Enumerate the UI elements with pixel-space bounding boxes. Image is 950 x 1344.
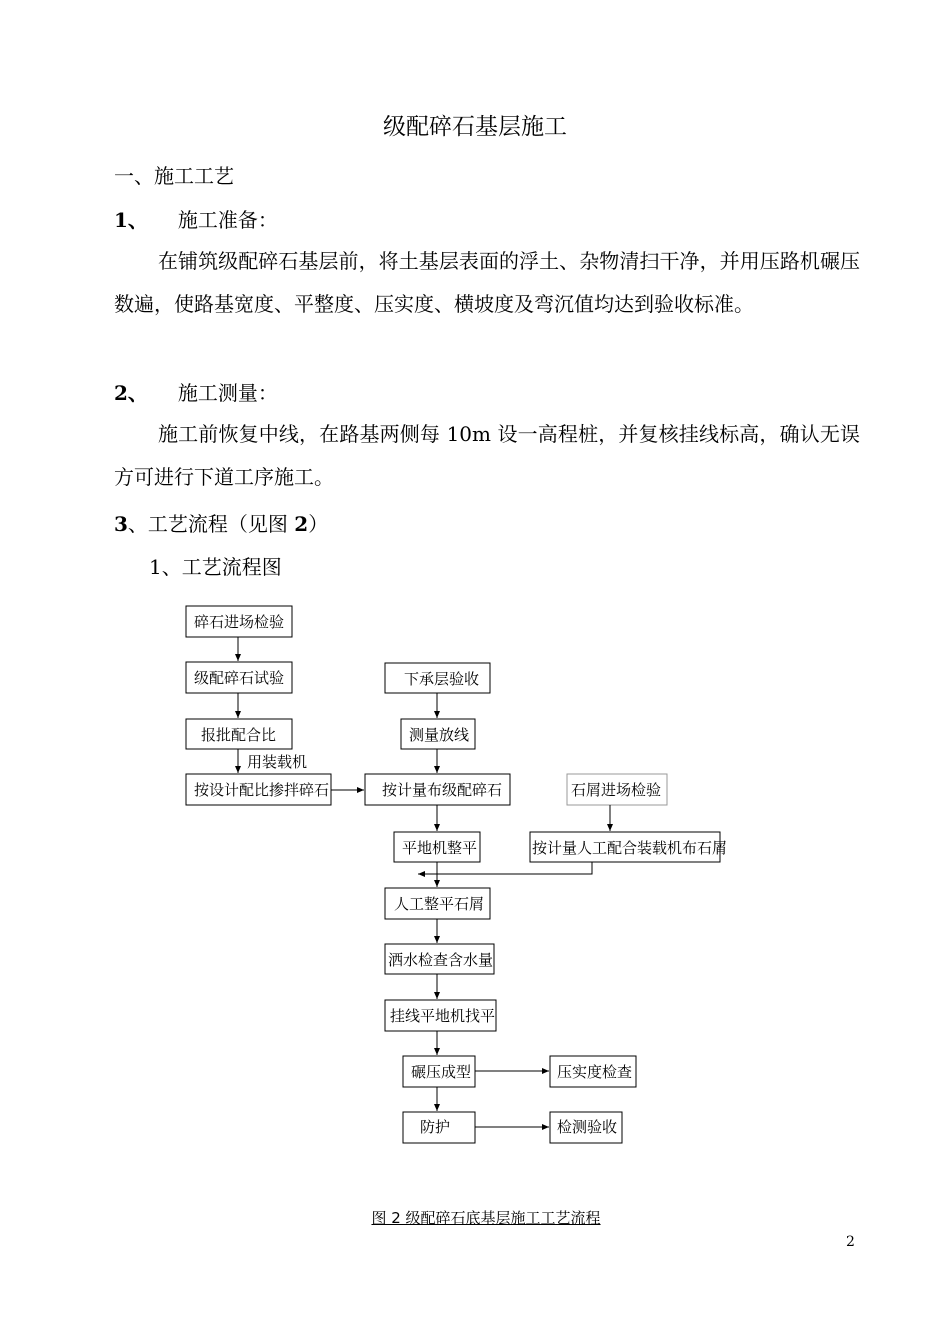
label-niangya: 碾压成型 bbox=[411, 1063, 472, 1081]
label-baopi: 报批配合比 bbox=[201, 726, 277, 744]
label-anjisheji: 按设计配比掺拌碎石 bbox=[194, 781, 330, 799]
label-rengong-zhengping: 人工整平石屑 bbox=[394, 895, 485, 913]
item-3-number: 3 bbox=[114, 512, 128, 536]
section-heading: 一、施工工艺 bbox=[114, 164, 234, 188]
label-jipei-shiyan: 级配碎石试验 bbox=[194, 669, 285, 687]
item-1-number: 1、 bbox=[114, 208, 148, 232]
item-2-title: 施工测量： bbox=[177, 381, 278, 405]
item-2-number: 2、 bbox=[114, 381, 148, 405]
label-pingdiji: 平地机整平 bbox=[402, 839, 478, 857]
label-anjiliang-bu: 按计量布级配碎石 bbox=[382, 781, 503, 799]
item-3-text-end: ） bbox=[308, 512, 329, 536]
label-suishi-jinchang: 碎石进场检验 bbox=[194, 613, 285, 631]
arrow-9 bbox=[418, 862, 592, 874]
item-3-figure-number: 2 bbox=[294, 512, 309, 536]
label-fanghu: 防护 bbox=[420, 1118, 451, 1136]
label-guaxian: 挂线平地机找平 bbox=[390, 1007, 496, 1025]
label-xiachengceng: 下承层验收 bbox=[404, 670, 480, 688]
label-zhuangzaiji: 用装载机 bbox=[247, 753, 308, 771]
figure-caption: 图 2 级配碎石底基层施工工艺流程 bbox=[371, 1209, 601, 1227]
item-1-body: 在铺筑级配碎石基层前，将土基层表面的浮土、杂物清扫干净，并用压路机碾压数遍，使路基宽度、平整度、压实度、横坡度及弯沉值均达到验收标准。 bbox=[114, 249, 860, 316]
item-3-text: 、工艺流程（见图 bbox=[127, 512, 295, 536]
label-yashidu: 压实度检查 bbox=[557, 1063, 633, 1081]
label-shixie-jinchang: 石屑进场检验 bbox=[571, 781, 662, 799]
item-2-body: 施工前恢复中线，在路基两侧每 10m 设一高程桩，并复核挂线标高，确认无误方可进行下道工序施工。 bbox=[114, 422, 860, 489]
label-celiang: 测量放线 bbox=[409, 726, 470, 744]
page-number: 2 bbox=[846, 1234, 855, 1250]
label-sashui: 洒水检查含水量 bbox=[388, 951, 494, 969]
flowchart-subheading: 1、工艺流程图 bbox=[149, 555, 282, 579]
item-1-title: 施工准备： bbox=[177, 208, 278, 232]
page-title: 级配碎石基层施工 bbox=[383, 114, 567, 140]
label-anjiliang-rengong: 按计量人工配合装载机布石屑 bbox=[532, 839, 728, 857]
label-jiance: 检测验收 bbox=[557, 1118, 618, 1136]
